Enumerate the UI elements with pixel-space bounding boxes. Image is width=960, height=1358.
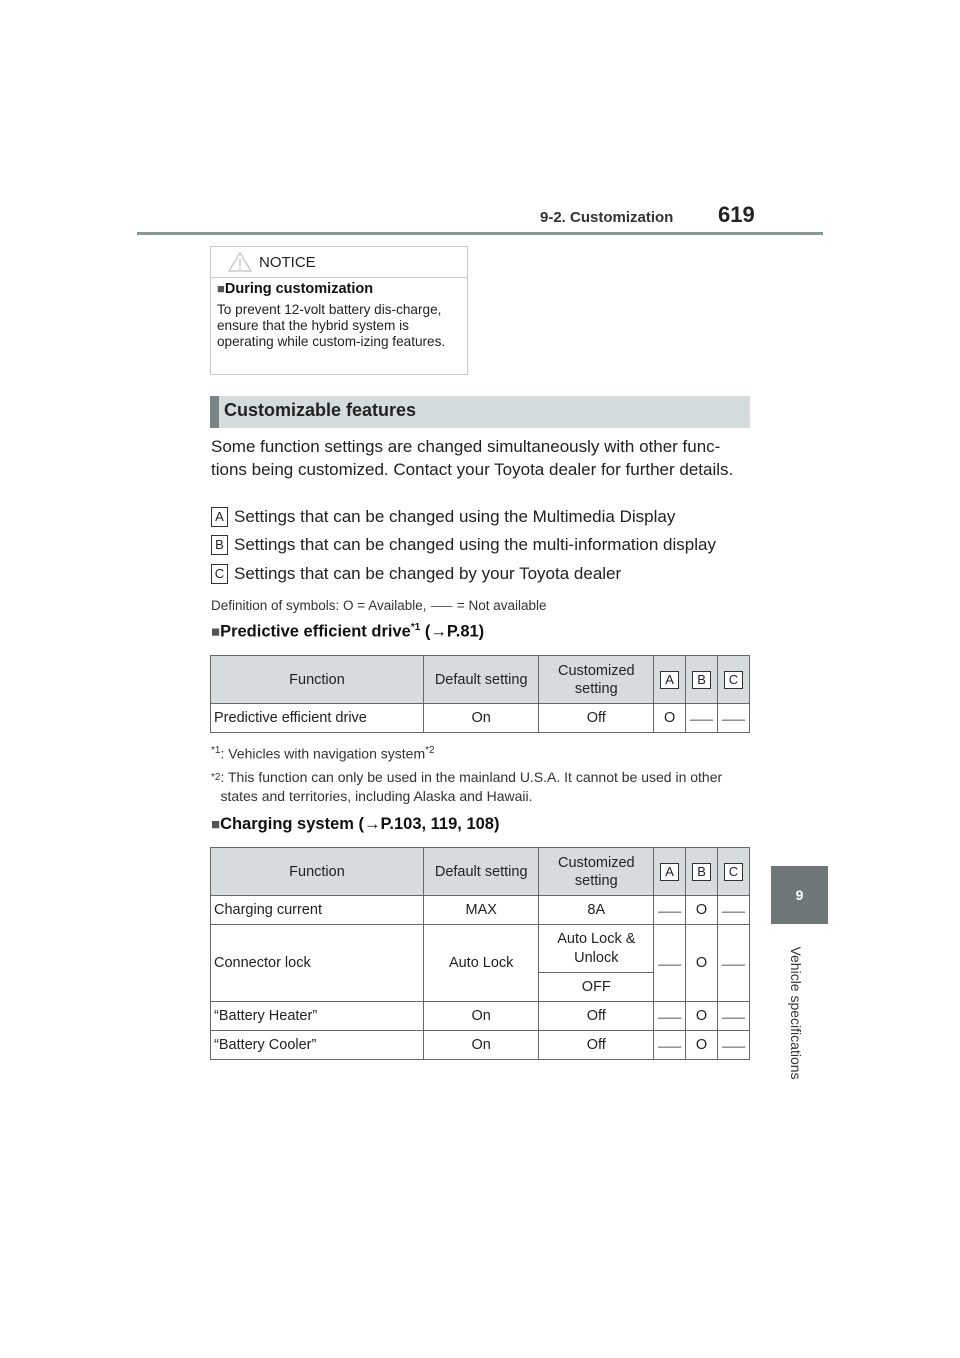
cell-b: O: [686, 1002, 718, 1031]
header-box-c: C: [724, 863, 743, 881]
predictive-heading-text: Predictive efficient drive: [220, 622, 411, 641]
cell-customized-2: OFF: [539, 973, 654, 1002]
header-a: [654, 656, 686, 704]
notice-body: To prevent 12-volt battery dis-charge, ensure that the hybrid system is operating while custom-izing features.: [217, 302, 446, 349]
charging-heading: [211, 815, 499, 834]
section-banner-accent: [210, 396, 219, 428]
footnote-1-mark: *1: [211, 745, 221, 756]
header-a: [654, 848, 686, 896]
chapter-label: Vehicle specifications: [788, 946, 804, 1080]
header-box-b: B: [692, 671, 711, 689]
legend-item-a: [211, 507, 675, 527]
chapter-label-wrap: [786, 935, 806, 1095]
notice-box: [210, 246, 468, 375]
table-row: [211, 1031, 750, 1060]
cell-customized: Off: [539, 1002, 654, 1031]
header-function: Function: [211, 656, 424, 704]
header-function: Function: [211, 848, 424, 896]
cell-a: ⸺: [654, 896, 686, 925]
cell-default: On: [423, 704, 539, 733]
footnote-2-text: : This function can only be used in the mainland U.S.A. It cannot be used in other states and territories, including Alaska and Hawaii.: [220, 769, 723, 804]
cell-function: Connector lock: [211, 925, 424, 1002]
symbols-definition: Definition of symbols: O = Available, ⸺ = Not available: [211, 598, 547, 613]
cell-function: Predictive efficient drive: [211, 704, 424, 733]
header-customized: Customized setting: [539, 848, 654, 896]
charging-heading-text: Charging system (→P.103, 119, 108): [220, 815, 500, 833]
table-header-row: [211, 848, 750, 896]
footnote-1-text: : Vehicles with navigation system: [220, 745, 426, 762]
table-header-row: [211, 656, 750, 704]
square-bullet-icon: ■: [211, 623, 221, 641]
cell-c: ⸺: [718, 704, 750, 733]
footnote-1: [211, 741, 435, 764]
chapter-tab: [771, 866, 828, 924]
cell-c: ⸺: [718, 896, 750, 925]
cell-c: ⸺: [718, 925, 750, 1002]
cell-c: ⸺: [718, 1002, 750, 1031]
legend-text-a: Settings that can be changed using the Multimedia Display: [234, 507, 676, 526]
intro-paragraph: Some function settings are changed simultaneously with other func-tions being customized. Contact your Toyota dealer for further details.: [211, 437, 734, 479]
legend-item-c: [211, 564, 621, 584]
legend-text-c: Settings that can be changed by your Toyota dealer: [234, 564, 622, 583]
notice-header: [211, 247, 467, 278]
table-row: [211, 704, 750, 733]
cell-a: ⸺: [654, 1002, 686, 1031]
notice-heading: [217, 281, 373, 297]
header-box-a: A: [660, 863, 679, 881]
cell-function: Charging current: [211, 896, 424, 925]
cell-c: ⸺: [718, 1031, 750, 1060]
cell-customized: Off: [539, 1031, 654, 1060]
legend-item-b: [211, 535, 716, 555]
header-rule: [137, 232, 823, 235]
section-heading: 9-2. Customization: [540, 209, 674, 226]
cell-function: “Battery Cooler”: [211, 1031, 424, 1060]
cell-default: On: [423, 1002, 538, 1031]
cell-function: “Battery Heater”: [211, 1002, 424, 1031]
header-c: [718, 656, 750, 704]
header-b: [686, 656, 718, 704]
header-b: [686, 848, 718, 896]
charging-table: [210, 847, 750, 1060]
cell-customized: Off: [539, 704, 654, 733]
legend-box-c: C: [211, 564, 228, 584]
predictive-table: [210, 655, 750, 733]
predictive-heading: [211, 622, 484, 642]
warning-triangle-icon: [228, 252, 252, 272]
cell-b: ⸺: [686, 704, 718, 733]
cell-default: On: [423, 1031, 538, 1060]
table-row: [211, 896, 750, 925]
square-bullet-icon: ■: [211, 816, 221, 833]
cell-a: ⸺: [654, 925, 686, 1002]
cell-b: O: [686, 896, 718, 925]
notice-heading-text: During customization: [224, 281, 374, 297]
header-c: [718, 848, 750, 896]
cell-default: Auto Lock: [423, 925, 538, 1002]
page-number: 619: [718, 202, 755, 227]
square-bullet-icon: ■: [217, 281, 225, 296]
predictive-heading-ref: (→P.81): [424, 622, 485, 641]
footnote-1-sup: *2: [425, 745, 435, 756]
header-box-a: A: [660, 671, 679, 689]
chapter-number: 9: [795, 887, 804, 903]
header-default: Default setting: [423, 656, 539, 704]
cell-b: O: [686, 925, 718, 1002]
cell-a: O: [654, 704, 686, 733]
footnote-2: [211, 768, 751, 806]
table-row: [211, 925, 750, 973]
footnote-2-mark: *2: [211, 772, 221, 783]
header-customized: Customized setting: [539, 656, 654, 704]
cell-customized: Auto Lock & Unlock: [539, 925, 654, 973]
predictive-heading-sup: *1: [410, 622, 421, 633]
table-row: [211, 1002, 750, 1031]
header-default: Default setting: [423, 848, 538, 896]
cell-default: MAX: [423, 896, 538, 925]
cell-customized: 8A: [539, 896, 654, 925]
cell-a: ⸺: [654, 1031, 686, 1060]
legend-text-b: Settings that can be changed using the multi-information display: [234, 535, 716, 554]
section-title: Customizable features: [224, 400, 417, 420]
header-box-b: B: [692, 863, 711, 881]
legend-box-b: B: [211, 535, 228, 555]
notice-title: NOTICE: [259, 254, 316, 271]
legend-box-a: A: [211, 507, 228, 527]
cell-b: O: [686, 1031, 718, 1060]
header-box-c: C: [724, 671, 743, 689]
